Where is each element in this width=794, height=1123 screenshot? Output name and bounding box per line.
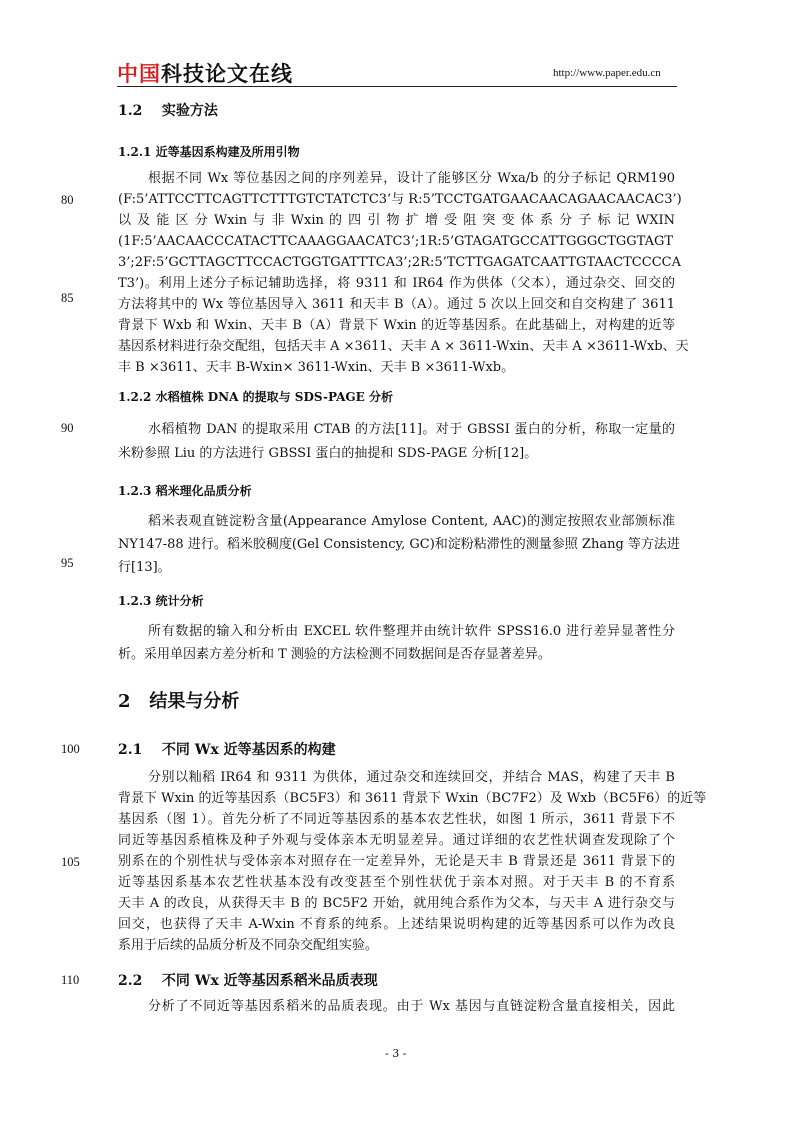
line-number: 85	[61, 291, 74, 305]
text-line: 水稻植物 DAN 的提取采用 CTAB 的方法[11]。对于 GBSSI 蛋白的分析，称取一定量的	[148, 422, 675, 437]
text-line: 以 及 能 区 分 Wxin 与 非 Wxin 的 四 引 物 扩 增 受 阻 突 变 体 系 分 子 标 记 WXIN	[118, 213, 675, 228]
site-logo	[117, 58, 293, 88]
text-line: 稻米表观直链淀粉含量(Appearance Amylose Content, AAC)的测定按照农业部颁标准	[148, 514, 675, 529]
text-line: 根据不同 Wx 等位基因之间的序列差异，设计了能够区分 Wxa/b 的分子标记 QRM190	[148, 171, 675, 186]
line-number: 95	[61, 556, 74, 570]
paragraph-1-2-3-quality	[118, 510, 680, 579]
text-line: 背景下 Wxb 和 Wxin、天丰 B（A）背景下 Wxin 的近等基因系。在此基础上，对构建的近等	[118, 318, 675, 333]
text-line: NY147-88 进行。稻米胶稠度(Gel Consistency, GC)和淀粉粘滞性的测量参照 Zhang 等方法进	[118, 537, 680, 552]
line-number: 105	[61, 855, 80, 869]
text-line: (F:5’ATTCCTTCAGTTCTTTGTCTATCTC3’与 R:5’TCCTGATGAACAACAGAACAACAC3’)	[118, 192, 682, 207]
line-number: 80	[61, 193, 74, 207]
subsection-heading-1-2-3-quality: 1.2.3 稻米理化品质分析	[118, 484, 252, 498]
text-line: 背景下 Wxin 的近等基因系（BC5F3）和 3611 背景下 Wxin（BC7F2）及 Wxb（BC5F6）的近等	[118, 791, 707, 806]
text-line: 行[13]。	[118, 560, 171, 575]
section-heading-2-2: 2.2 不同 Wx 近等基因系稻米品质表现	[118, 973, 378, 989]
text-line: 基因系（图 1）。首先分析了不同近等基因系的基本农艺性状，如图 1 所示，3611 背景下不	[118, 812, 675, 827]
text-line: T3’)。利用上述分子标记辅助选择，将 9311 和 IR64 作为供体（父本），通过杂交、回交的	[118, 276, 675, 291]
text-line: 3’;2F:5’GCTTAGCTTCCACTGGTGATTTCA3’;2R:5’TCTTGAGATCAATTGTAACTCCCCA	[118, 255, 681, 270]
paragraph-1-2-3-statistics	[118, 620, 675, 666]
header-rule	[117, 86, 677, 87]
header-url: http://www.paper.edu.cn	[553, 67, 661, 79]
text-line: 方法将其中的 Wx 等位基因导入 3611 和天丰 B（A）。通过 5 次以上回交和自交构建了 3611	[118, 297, 675, 312]
text-line: 天丰 A 的改良，从获得天丰 B 的 BC5F2 开始，就用纯合系作为父本，与天丰 A 进行杂交与	[118, 896, 675, 911]
text-line: 别系在的个别性状与受体亲本对照存在一定差异外，无论是天丰 B 背景还是 3611 背景下的	[118, 854, 675, 869]
text-line: 分别以籼稻 IR64 和 9311 为供体，通过杂交和连续回交，并结合 MAS，构建了天丰 B	[148, 770, 675, 785]
paragraph-2-1	[118, 767, 707, 956]
paragraph-1-2-2	[118, 418, 675, 466]
page-number: - 3 -	[385, 1047, 407, 1060]
text-line: 同近等基因系植株及种子外观与受体亲本无明显差异。通过详细的农艺性状调查发现除了个	[118, 833, 675, 848]
text-line: 回交，也获得了天丰 A-Wxin 不育系的纯系。上述结果说明构建的近等基因系可以作为改良	[118, 917, 675, 932]
subsection-heading-1-2-1: 1.2.1 近等基因系构建及所用引物	[118, 145, 300, 159]
subsection-heading-1-2-3-statistics: 1.2.3 统计分析	[118, 594, 204, 608]
text-line: 分析了不同近等基因系稻米的品质表现。由于 Wx 基因与直链淀粉含量直接相关，因此	[148, 999, 675, 1014]
logo-red-text: 中国	[117, 62, 161, 86]
section-heading-2: 2 结果与分析	[118, 691, 240, 712]
line-number: 110	[61, 973, 80, 987]
text-line: 丰 B ×3611、天丰 B-Wxin× 3611-Wxin、天丰 B ×3611-Wxb。	[118, 360, 515, 375]
text-line: 基因系材料进行杂交配组，包括天丰 A ×3611、天丰 A × 3611-Wxin、天丰 A ×3611-Wxb、天	[118, 339, 689, 354]
text-line: 米粉参照 Liu 的方法进行 GBSSI 蛋白的抽提和 SDS-PAGE 分析[12]。	[118, 446, 538, 461]
text-line: 近等基因系基本农艺性状基本没有改变甚至个别性状优于亲本对照。对于天丰 B 的不育系	[118, 875, 675, 890]
text-line: 析。采用单因素方差分析和 T 测验的方法检测不同数据间是否存显著差异。	[118, 647, 551, 662]
line-number: 90	[61, 421, 74, 435]
section-heading-2-1: 2.1 不同 Wx 近等基因系的构建	[118, 742, 336, 758]
paragraph-2-2	[118, 996, 675, 1017]
section-heading-1-2: 1.2 实验方法	[118, 103, 218, 119]
line-number: 100	[61, 742, 80, 756]
logo-black-text: 科技论文在线	[161, 62, 293, 86]
text-line: (1F:5’AACAACCCATACTTCAAAGGAACATC3’;1R:5’GTAGATGCCATTGGGCTGGTAGT	[118, 234, 674, 249]
text-line: 系用于后续的品质分析及不同杂交配组实验。	[118, 938, 379, 953]
paragraph-1-2-1	[118, 168, 689, 378]
subsection-heading-1-2-2: 1.2.2 水稻植株 DNA 的提取与 SDS-PAGE 分析	[118, 390, 393, 404]
text-line: 所有数据的输入和分析由 EXCEL 软件整理并由统计软件 SPSS16.0 进行差异显著性分	[148, 624, 675, 639]
